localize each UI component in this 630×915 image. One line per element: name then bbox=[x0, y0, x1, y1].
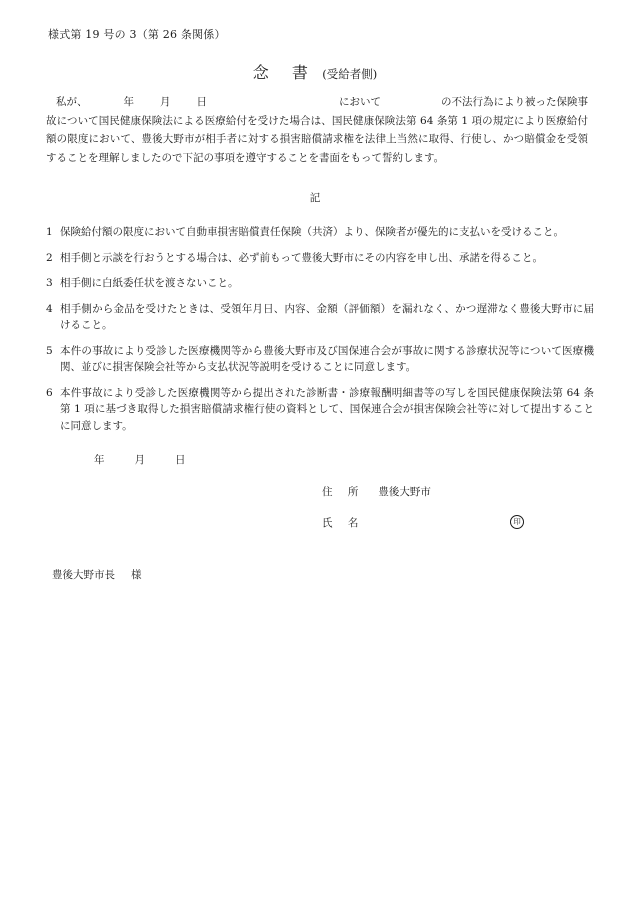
body-place: において bbox=[339, 96, 381, 108]
body-rest: の不法行為により被った保険事故について国民健康保険法による医療給付を受けた場合は、国民健康保険法第 64 条第 1 項の規定により医療給付額の限度において、豊後大野市が相手者に対する損害賠償請求権を法律上当然に取得、行使し、かつ賠償金を受領することを理解しましたので下記の事項を遵守することを書面をもって誓約します。 bbox=[46, 96, 588, 164]
body-day: 日 bbox=[196, 96, 207, 108]
list-item bbox=[46, 224, 594, 241]
seal-mark: 印 bbox=[510, 515, 524, 529]
pledge-body bbox=[46, 93, 588, 167]
list-item bbox=[46, 343, 594, 376]
ki-heading: 記 bbox=[309, 192, 321, 204]
body-year: 年 bbox=[123, 96, 134, 108]
list-item bbox=[46, 275, 594, 292]
item-number: 5 bbox=[46, 344, 53, 357]
date-day-label: 日 bbox=[175, 454, 186, 466]
list-item bbox=[46, 250, 594, 267]
item-text: 相手側から金品を受けたときは、受領年月日、内容、金額（評価額）を漏れなく、かつ遅滞なく豊後大野市に届けること。 bbox=[60, 302, 594, 331]
addressee-honorific: 様 bbox=[131, 569, 142, 581]
document-title bbox=[0, 60, 630, 83]
item-text: 本件の事故により受診した医療機関等から豊後大野市及び国保連合会が事故に関する診療状況等について医療機関、並びに損害保険会社等から支払状況等説明を受けることに同意します。 bbox=[60, 344, 594, 373]
name-line bbox=[322, 515, 378, 530]
item-number: 3 bbox=[46, 277, 53, 289]
list-item bbox=[46, 301, 594, 334]
list-item bbox=[46, 385, 594, 435]
date-year-label: 年 bbox=[94, 454, 105, 466]
item-text: 相手側に白紙委任状を渡さないこと。 bbox=[60, 277, 239, 289]
signature-date bbox=[94, 452, 186, 467]
address-value: 豊後大野市 bbox=[378, 486, 431, 498]
title-sub: (受給者側) bbox=[322, 67, 378, 81]
address-label: 住 所 bbox=[322, 486, 365, 498]
body-month: 月 bbox=[160, 96, 171, 108]
title-main: 念 書 bbox=[252, 63, 317, 82]
body-watashi: 私が、 bbox=[56, 96, 88, 108]
address-line bbox=[322, 484, 431, 499]
addressee bbox=[52, 567, 142, 582]
item-number: 2 bbox=[46, 251, 53, 264]
date-month-label: 月 bbox=[134, 454, 145, 466]
item-number: 6 bbox=[46, 386, 53, 399]
form-number: 様式第 19 号の 3（第 26 条関係） bbox=[48, 28, 226, 41]
addressee-name: 豊後大野市長 bbox=[52, 569, 115, 581]
pledge-items bbox=[46, 224, 594, 443]
item-text: 相手側と示談を行おうとする場合は、必ず前もって豊後大野市にその内容を申し出、承諾を得ること。 bbox=[60, 251, 543, 264]
item-number: 1 bbox=[46, 226, 53, 238]
item-text: 本件事故により受診した医療機関等から提出された診断書・診療報酬明細書等の写しを国民健康保険法第 64 条第 1 項に基づき取得した損害賠償請求権行使の資料として、国保連合会が損害保険会社等に対して提出することに同意します。 bbox=[60, 386, 594, 432]
name-label: 氏 名 bbox=[322, 517, 365, 529]
item-number: 4 bbox=[46, 302, 53, 315]
item-text: 保険給付額の限度において自動車損害賠償責任保険（共済）より、保険者が優先的に支払いを受けること。 bbox=[60, 226, 564, 238]
